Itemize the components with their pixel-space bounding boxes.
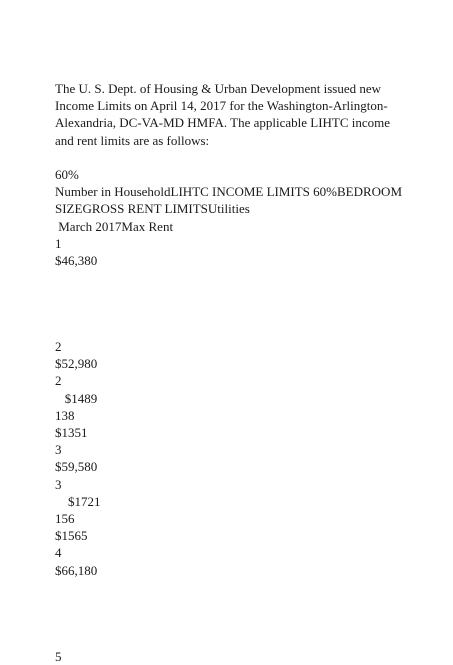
gross-rent-3: $1721 xyxy=(55,493,101,509)
intro-line-2: Income Limits on April 14, 2017 for the Washington-Arlington- xyxy=(55,98,388,114)
household-size-4: 4 xyxy=(55,545,62,561)
intro-line-1: The U. S. Dept. of Housing & Urban Development issued new xyxy=(55,81,382,96)
table-header-line-1: Number in HouseholdLIHTC INCOME LIMITS 60%BEDROOM xyxy=(55,184,403,200)
document-body xyxy=(55,80,415,665)
income-limit-2: $52,980 xyxy=(55,356,98,372)
household-size-1: 1 xyxy=(55,235,62,251)
table-header-line-3: March 2017Max Rent xyxy=(55,218,174,234)
percent-label: 60% xyxy=(55,167,79,182)
blank-gap xyxy=(55,269,415,338)
paragraph-spacer xyxy=(55,149,415,166)
blank-gap xyxy=(55,579,415,648)
income-limit-1: $46,380 xyxy=(55,253,98,269)
intro-line-3: Alexandria, DC-VA-MD HMFA. The applicable LIHTC income xyxy=(55,115,391,131)
gross-rent-2: $1489 xyxy=(55,390,98,406)
max-rent-3: $1565 xyxy=(55,528,88,544)
household-size-5: 5 xyxy=(55,648,62,664)
max-rent-2: $1351 xyxy=(55,425,88,441)
household-size-2: 2 xyxy=(55,339,62,355)
utilities-2: 138 xyxy=(55,407,75,423)
bedroom-size-2: 2 xyxy=(55,373,62,389)
utilities-3: 156 xyxy=(55,511,75,527)
household-size-3: 3 xyxy=(55,442,62,458)
income-limit-3: $59,580 xyxy=(55,459,98,475)
income-limit-4: $66,180 xyxy=(55,562,98,578)
intro-line-4: and rent limits are as follows: xyxy=(55,132,210,148)
bedroom-size-3: 3 xyxy=(55,476,62,492)
table-header-line-2: SIZEGROSS RENT LIMITSUtilities xyxy=(55,201,250,217)
